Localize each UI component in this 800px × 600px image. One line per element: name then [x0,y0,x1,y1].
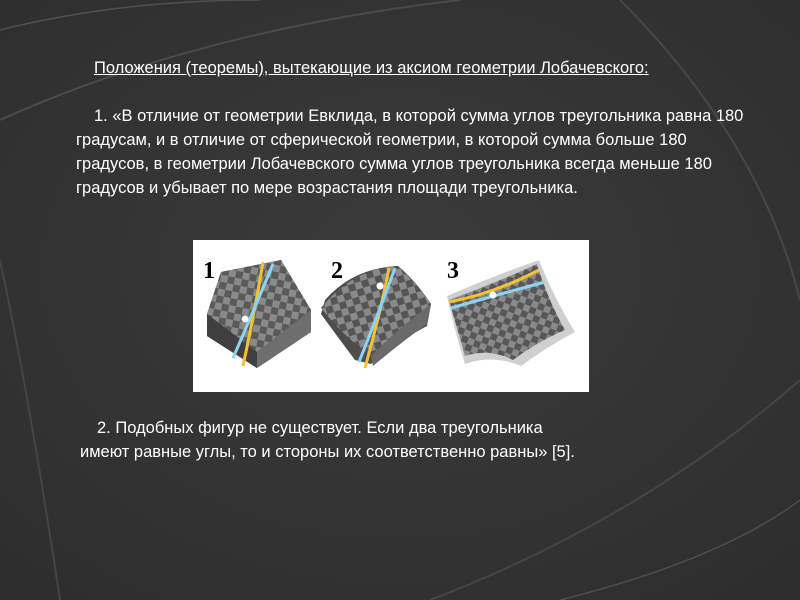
geometry-figure [193,240,589,392]
hyperbolic-surface-diagram [447,260,575,366]
figure-label-2: 2 [331,258,343,284]
figure-label-3: 3 [447,258,459,284]
theorem-1-paragraph: 1. «В отличие от геометрии Евклида, в которой сумма углов треугольника равна 180 градусам, и в отличие от сферической геометрии, в которой сумма больше 180 градусов, в геометрии Лобачевского сумма углов треугольника всегда меньше 180 градусов и убывает по мере возрастания площади треугольника. [76,107,744,197]
theorem-2-line-1: 2. Подобных фигур не существует. Если два треугольника [97,419,543,437]
figure-label-1: 1 [203,258,215,284]
theorem-2-line-2: имеют равные углы, то и стороны их соответственно равны» [5]. [80,443,575,461]
theorem-2-paragraph [80,416,740,464]
slide-heading: Положения (теоремы), вытекающие из аксиом геометрии Лобачевского: [94,59,649,77]
flat-surface-diagram [207,260,311,368]
